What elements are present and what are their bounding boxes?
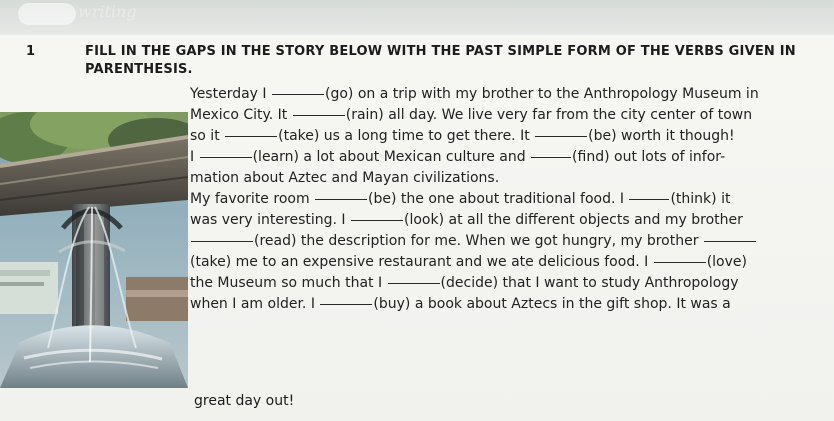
line-10-part-3: (decide) that I want to study Anthropology — [440, 275, 739, 291]
exercise-instructions: FILL IN THE GAPS IN THE STORY BELOW WITH THE PAST SIMPLE FORM OF THE VERBS GIVEN IN PARENTHESIS. — [85, 44, 796, 77]
line-4-part-1: I — [190, 149, 199, 165]
museum-photo — [0, 112, 188, 388]
line-3-part-5: (be) worth it though! — [588, 128, 735, 144]
story-line-1 — [190, 84, 759, 105]
story-line-6 — [190, 189, 730, 210]
line-3-part-1: so it — [190, 128, 225, 144]
blank-go[interactable] — [272, 94, 324, 95]
line-1-part-1: Yesterday I — [190, 86, 271, 102]
line-8-part-2: (read) the description for me. When we got hungry, my brother — [254, 233, 703, 249]
blank-read[interactable] — [191, 241, 253, 242]
story-line-3 — [190, 126, 735, 147]
blank-love[interactable] — [654, 262, 706, 263]
line-6-part-1: My favorite room — [190, 191, 315, 207]
blank-take[interactable] — [225, 136, 277, 137]
line-6-part-3: (be) the one about traditional food. I — [368, 191, 629, 207]
blank-think[interactable] — [629, 199, 669, 200]
line-9-part-1: (take) me to an expensive restaurant and we ate delicious food. I — [190, 254, 653, 270]
line-4-part-3: (learn) a lot about Mexican culture and — [252, 149, 531, 165]
blank-buy[interactable] — [320, 304, 372, 305]
line-10-part-1: the Museum so much that I — [190, 275, 387, 291]
story-line-11 — [190, 294, 731, 315]
story-line-5 — [190, 168, 499, 189]
story-line-9 — [190, 252, 747, 273]
line-3-part-3: (take) us a long time to get there. It — [278, 128, 535, 144]
story-line-10 — [190, 273, 739, 294]
story-line-2 — [190, 105, 752, 126]
line-7-part-3: (look) at all the different objects and my brother — [404, 212, 743, 228]
line-9-part-3: (love) — [706, 254, 747, 270]
museum-illustration — [0, 112, 188, 388]
blank-find[interactable] — [531, 157, 571, 158]
blank-rain[interactable] — [293, 115, 345, 116]
blank-be-2[interactable] — [315, 199, 367, 200]
story-ending: great day out! — [194, 393, 295, 409]
header-band — [0, 0, 834, 35]
story-line-4 — [190, 147, 725, 168]
blank-look[interactable] — [351, 220, 403, 221]
line-6-part-5: (think) it — [670, 191, 731, 207]
line-4-part-5: (find) out lots of infor- — [572, 149, 726, 165]
blank-be-1[interactable] — [535, 136, 587, 137]
blank-decide[interactable] — [388, 283, 440, 284]
story-line-7 — [190, 210, 743, 231]
line-1-part-3: (go) on a trip with my brother to the Anthropology Museum in — [325, 86, 759, 102]
exercise-number: 1 — [26, 44, 36, 59]
blank-learn[interactable] — [200, 157, 252, 158]
line-2-part-3: (rain) all day. We live very far from the city center of town — [345, 107, 753, 123]
blank-take-2[interactable] — [704, 241, 756, 242]
story-line-8 — [190, 231, 757, 252]
line-2-part-1: Mexico City. It — [190, 107, 292, 123]
line-7-part-1: was very interesting. I — [190, 212, 351, 228]
logo-badge — [18, 3, 76, 25]
line-11-part-3: (buy) a book about Aztecs in the gift shop. It was a — [373, 296, 731, 312]
line-5-part-1: mation about Aztec and Mayan civilizations. — [190, 170, 500, 186]
line-11-part-1: when I am older. I — [190, 296, 320, 312]
section-title: writing — [78, 2, 137, 21]
